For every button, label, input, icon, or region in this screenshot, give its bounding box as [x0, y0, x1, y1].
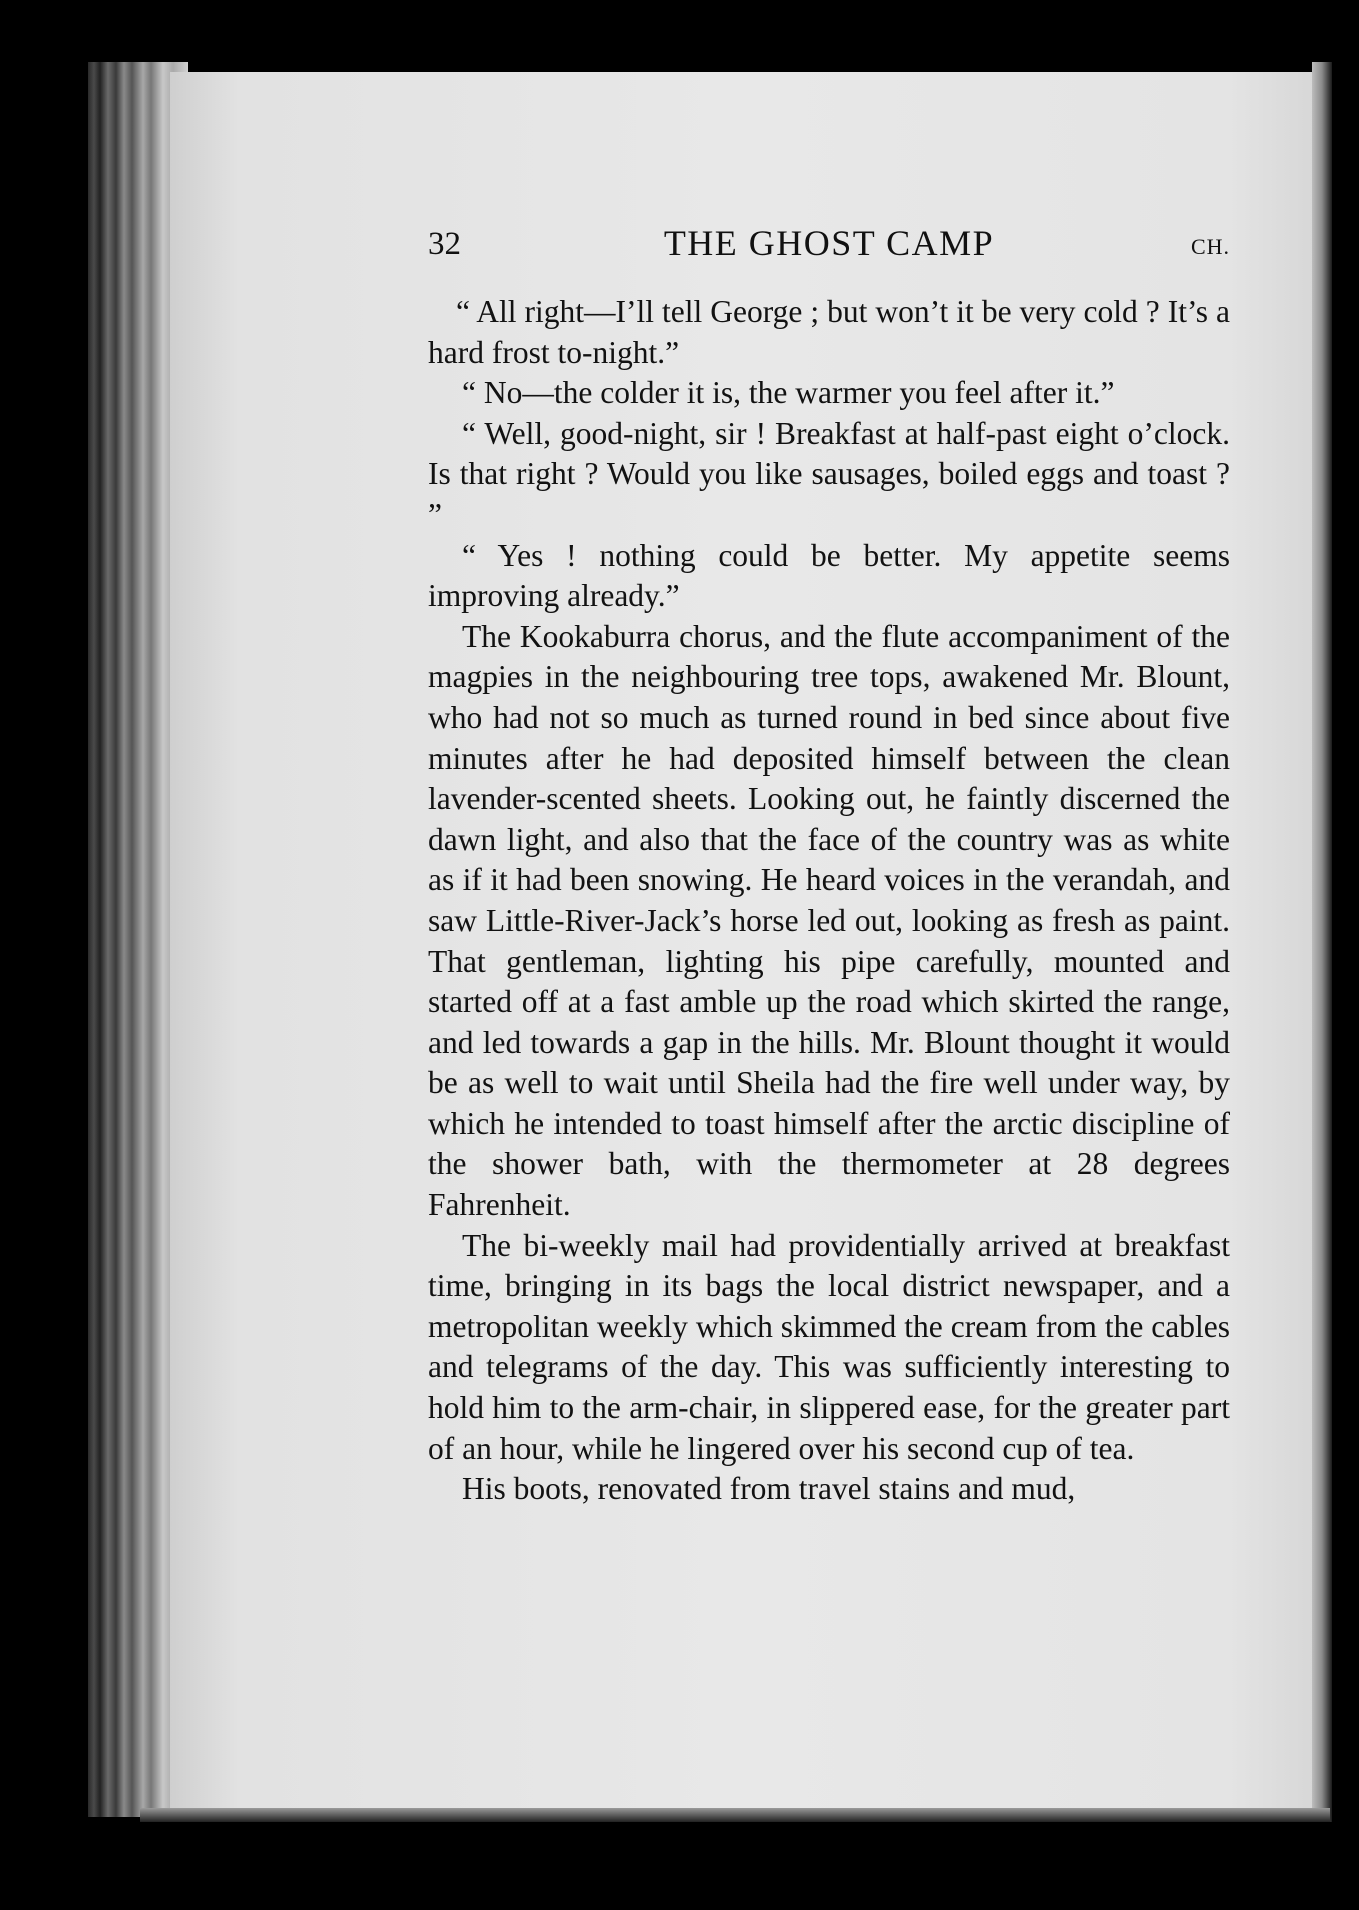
paragraph: The Kookaburra chorus, and the flute accompaniment of the magpies in the neighbouring tree tops, awakened Mr. Blount, who had not so much as turned round in bed since about five minutes after he had deposited himself between the clean lavender-scented sheets. Looking out, he faintly discerned the dawn light, and also that the face of the country was as white as if it had been snowing. He heard voices in the verandah, and saw Little-River-Jack’s horse led out, looking as fresh as paint. That gentleman, lighting his pipe carefully, mounted and started off at a fast amble up the road which skirted the range, and led towards a gap in the hills. Mr. Blount thought it would be as well to wait until Sheila had the fire well under way, by which he intended to toast himself after the arctic discipline of the shower bath, with the thermometer at 28 degrees Fahrenheit. — [428, 618, 1230, 1223]
paragraph: His boots, renovated from travel stains and mud, — [462, 1471, 1076, 1507]
page-bottom-edge — [140, 1808, 1330, 1822]
page-right-edge — [1312, 62, 1332, 1822]
page-number: 32 — [428, 226, 461, 262]
paragraph: “ Yes ! nothing could be better. My appetite seems improving already.” — [428, 537, 1230, 614]
paragraph: The bi-weekly mail had providentially arrived at breakfast time, bringing in its bags the local district newspaper, and a metropolitan weekly which skimmed the cream from the cables and telegrams of the day. This was sufficiently interesting to hold him to the arm-chair, in slippered ease, for the greater part of an hour, while he lingered over his second cup of tea. — [428, 1227, 1230, 1466]
running-header — [428, 222, 1230, 272]
paragraph: “ All right—I’ll tell George ; but won’t it be very cold ? It’s a hard frost to-night.” — [428, 294, 1230, 370]
paragraph: “ No—the colder it is, the warmer you feel after it.” — [462, 375, 1115, 411]
body-text — [428, 292, 1230, 1510]
running-title: THE GHOST CAMP — [663, 223, 995, 263]
chapter-abbrev: CH. — [1190, 234, 1230, 259]
paragraph: “ Well, good-night, sir ! Breakfast at half-past eight o’clock. Is that right ? Would you like sausages, boiled eggs and toast ? ” — [428, 415, 1230, 532]
